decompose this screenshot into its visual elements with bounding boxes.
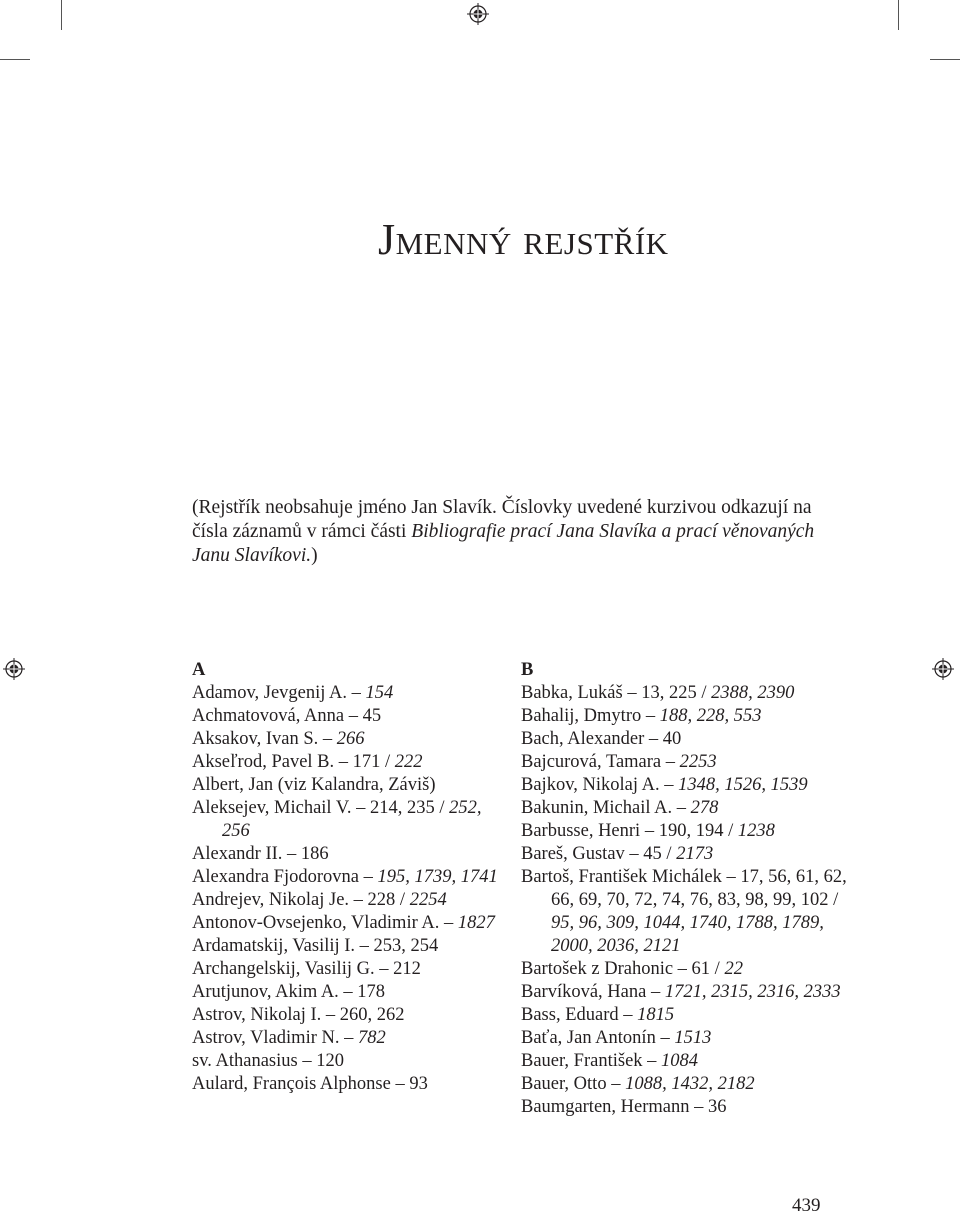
registration-mark-icon xyxy=(3,658,25,680)
registration-mark-icon xyxy=(467,3,489,25)
index-entry xyxy=(521,958,851,981)
index-entry xyxy=(192,797,502,843)
index-entry xyxy=(521,866,851,958)
index-entry-italic-locators: 1348, 1526, 1539 xyxy=(678,775,808,795)
index-entry-name: Aksakov, Ivan S. – xyxy=(192,729,337,749)
index-entry xyxy=(192,1027,502,1050)
index-entry-italic-locators: 2254 xyxy=(409,890,447,910)
index-column-b xyxy=(521,659,851,1119)
index-entry xyxy=(521,728,851,751)
index-entry-name: Babka, Lukáš – 13, 225 / xyxy=(521,683,712,703)
index-entry-italic-locators: 1721, 2315, 2316, 2333 xyxy=(664,982,841,1002)
index-entry-name: Aleksejev, Michail V. – 214, 235 / xyxy=(192,798,450,818)
index-entry-name: Bach, Alexander – 40 xyxy=(521,729,682,749)
entry-list xyxy=(521,682,851,1119)
index-entry-italic-locators: 1827 xyxy=(457,913,495,933)
index-entry xyxy=(521,682,851,705)
index-entry-name: Akseľrod, Pavel B. – 171 / xyxy=(192,752,395,772)
index-entry-name: Bajcurová, Tamara – xyxy=(521,752,680,772)
crop-mark-top-left-vertical xyxy=(61,0,62,30)
index-entry-name: Andrejev, Nikolaj Je. – 228 / xyxy=(192,890,410,910)
index-entry-italic-locators: 278 xyxy=(690,798,719,818)
index-entry-name: Alexandr II. – 186 xyxy=(192,844,329,864)
page-number: 439 xyxy=(792,1195,821,1216)
index-entry xyxy=(192,866,502,889)
index-entry-name: Bakunin, Michail A. – xyxy=(521,798,691,818)
index-entry-italic-locators: 1815 xyxy=(637,1005,675,1025)
registration-mark-icon xyxy=(932,658,954,680)
crop-mark-top-left-horizontal xyxy=(0,59,30,60)
index-column-a xyxy=(192,659,502,1096)
index-entry-italic-locators: 195, 1739, 1741 xyxy=(377,867,498,887)
index-entry-italic-locators: 1088, 1432, 2182 xyxy=(625,1074,755,1094)
index-entry xyxy=(521,774,851,797)
index-entry-name: Ardamatskij, Vasilij I. – 253, 254 xyxy=(192,936,439,956)
index-entry xyxy=(521,1004,851,1027)
index-entry-italic-locators: 222 xyxy=(394,752,423,772)
index-entry xyxy=(521,981,851,1004)
index-note-italic: Bibliografie prací Jana Slavíka a prací věnovaných Janu Slavíkovi. xyxy=(192,521,815,566)
index-entry xyxy=(192,935,502,958)
page-title: Jmenný rejstřík xyxy=(378,215,669,264)
index-entry-name: Bahalij, Dmytro – xyxy=(521,706,660,726)
index-entry xyxy=(192,912,502,935)
crop-mark-top-right-vertical xyxy=(898,0,899,30)
index-entry-italic-locators: 2173 xyxy=(676,844,714,864)
index-entry-name: Albert, Jan (viz Kalandra, Záviš) xyxy=(192,775,436,795)
index-entry xyxy=(192,1050,502,1073)
index-entry-italic-locators: 2388, 2390 xyxy=(711,683,795,703)
index-entry-italic-locators: 22 xyxy=(724,959,743,979)
index-entry-italic-locators: 252, 256 xyxy=(222,798,482,841)
index-entry-italic-locators: 1238 xyxy=(737,821,775,841)
entry-list xyxy=(192,682,502,1096)
index-entry xyxy=(192,705,502,728)
index-entry xyxy=(521,797,851,820)
index-entry-name: Astrov, Vladimir N. – xyxy=(192,1028,358,1048)
index-entry-name: Bauer, Otto – xyxy=(521,1074,626,1094)
index-entry-name: Adamov, Jevgenij A. – xyxy=(192,683,366,703)
index-entry xyxy=(192,1004,502,1027)
index-entry-name: Aulard, François Alphonse – 93 xyxy=(192,1074,428,1094)
index-entry-name: Baťa, Jan Antonín – xyxy=(521,1028,675,1048)
index-entry xyxy=(521,843,851,866)
index-entry xyxy=(192,728,502,751)
index-entry-name: Astrov, Nikolaj I. – 260, 262 xyxy=(192,1005,405,1025)
index-entry xyxy=(192,774,502,797)
index-entry-name: Bajkov, Nikolaj A. – xyxy=(521,775,679,795)
index-entry-italic-locators: 1513 xyxy=(674,1028,712,1048)
index-note-text: (Rejstřík neobsahuje jméno Jan Slavík. Číslovky uvedené kurzivou odkazují na čísla záznamů v rámci části xyxy=(192,497,812,542)
index-entry-name: Alexandra Fjodorovna – xyxy=(192,867,378,887)
index-entry-italic-locators: 188, 228, 553 xyxy=(659,706,762,726)
index-entry-name: sv. Athanasius – 120 xyxy=(192,1051,344,1071)
index-entry-italic-locators: 2253 xyxy=(679,752,717,772)
section-letter: B xyxy=(521,660,534,680)
index-entry-name: Archangelskij, Vasilij G. – 212 xyxy=(192,959,421,979)
index-entry xyxy=(521,1050,851,1073)
index-entry xyxy=(192,1073,502,1096)
index-entry xyxy=(521,705,851,728)
index-entry-name: Baumgarten, Hermann – 36 xyxy=(521,1097,727,1117)
index-entry xyxy=(521,1027,851,1050)
crop-mark-top-right-horizontal xyxy=(930,59,960,60)
index-entry-italic-locators: 95, 96, 309, 1044, 1740, 1788, 1789, 2000, 2036, 2121 xyxy=(551,913,824,956)
index-entry xyxy=(192,751,502,774)
index-entry xyxy=(192,843,502,866)
index-entry-name: Bareš, Gustav – 45 / xyxy=(521,844,677,864)
index-entry xyxy=(192,889,502,912)
index-note xyxy=(192,496,842,568)
index-entry-name: Bartoš, František Michálek – 17, 56, 61, 62, 66, 69, 70, 72, 74, 76, 83, 98, 99, 102 / xyxy=(521,867,847,910)
index-entry-name: Bartošek z Drahonic – 61 / xyxy=(521,959,725,979)
index-entry xyxy=(521,1073,851,1096)
index-entry-name: Bass, Eduard – xyxy=(521,1005,638,1025)
index-entry xyxy=(521,1096,851,1119)
index-entry xyxy=(521,820,851,843)
section-letter: A xyxy=(192,660,206,680)
index-entry-name: Barvíková, Hana – xyxy=(521,982,665,1002)
index-entry xyxy=(192,958,502,981)
index-entry-italic-locators: 266 xyxy=(336,729,365,749)
index-entry-name: Arutjunov, Akim A. – 178 xyxy=(192,982,386,1002)
index-note-close: ) xyxy=(311,545,318,566)
index-entry xyxy=(192,981,502,1004)
index-entry-italic-locators: 1084 xyxy=(661,1051,699,1071)
index-entry-italic-locators: 782 xyxy=(357,1028,386,1048)
index-entry xyxy=(521,751,851,774)
index-entry xyxy=(192,682,502,705)
index-entry-name: Achmatovová, Anna – 45 xyxy=(192,706,382,726)
index-entry-italic-locators: 154 xyxy=(365,683,394,703)
index-entry-name: Antonov-Ovsejenko, Vladimir A. – xyxy=(192,913,458,933)
index-entry-name: Barbusse, Henri – 190, 194 / xyxy=(521,821,738,841)
index-entry-name: Bauer, František – xyxy=(521,1051,662,1071)
